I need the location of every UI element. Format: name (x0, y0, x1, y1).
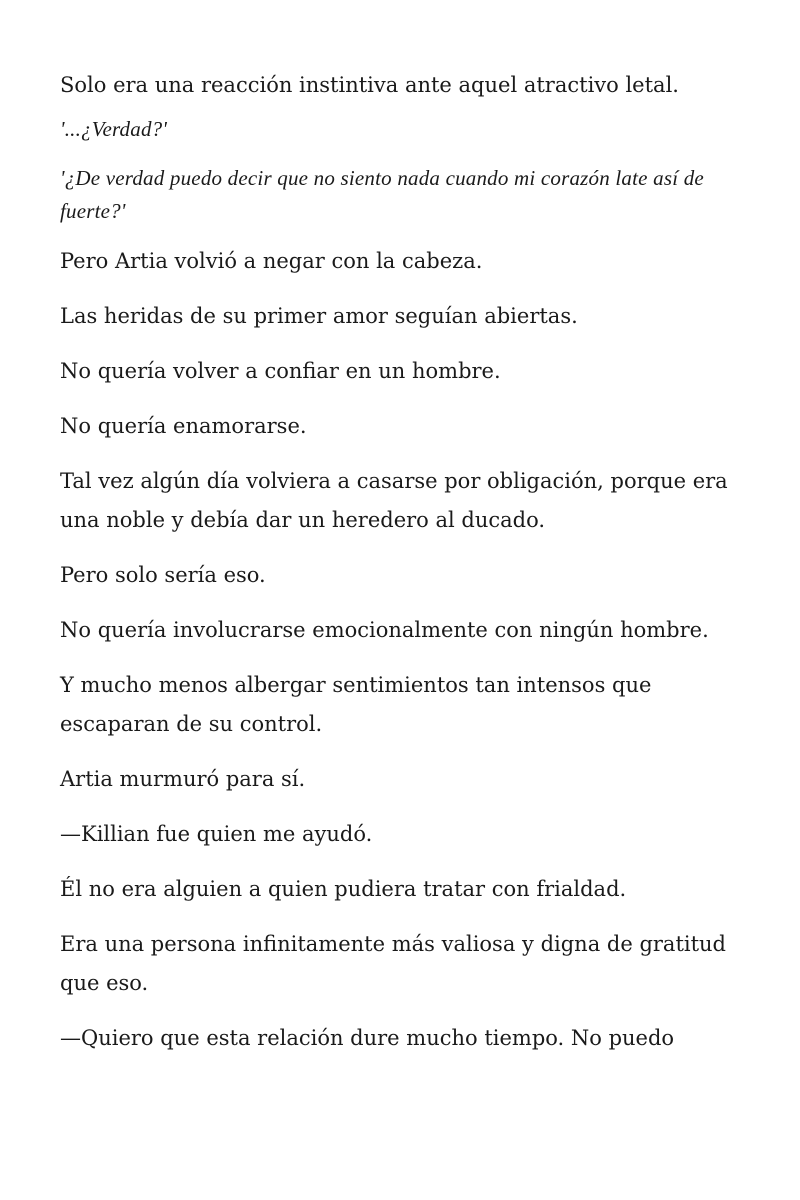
paragraph: Él no era alguien a quien pudiera tratar con frialdad. (60, 877, 627, 901)
dialogue-line: —Quiero que esta relación dure mucho tiempo. No puedo (60, 1026, 675, 1050)
dialogue-line: —Killian fue quien me ayudó. (60, 822, 373, 846)
paragraph: No quería enamorarse. (60, 414, 307, 438)
document-body (60, 66, 730, 1074)
paragraph: Pero solo sería eso. (60, 563, 266, 587)
paragraph: Artia murmuró para sí. (60, 767, 306, 791)
inner-thought: '¿De verdad puedo decir que no siento nada cuando mi corazón late así de fuerte?' (60, 166, 704, 223)
paragraph: Tal vez algún día volviera a casarse por obligación, porque era una noble y debía dar un heredero al ducado. (60, 469, 728, 532)
paragraph: Solo era una reacción instintiva ante aquel atractivo letal. (60, 73, 679, 97)
paragraph: No quería involucrarse emocionalmente con ningún hombre. (60, 618, 709, 642)
inner-thought: '...¿Verdad?' (60, 117, 168, 141)
paragraph: Pero Artia volvió a negar con la cabeza. (60, 249, 483, 273)
paragraph: Era una persona infinitamente más valiosa y digna de gratitud que eso. (60, 932, 727, 995)
paragraph: Y mucho menos albergar sentimientos tan intensos que escaparan de su control. (60, 673, 652, 736)
paragraph: Las heridas de su primer amor seguían abiertas. (60, 304, 578, 328)
paragraph: No quería volver a confiar en un hombre. (60, 359, 501, 383)
